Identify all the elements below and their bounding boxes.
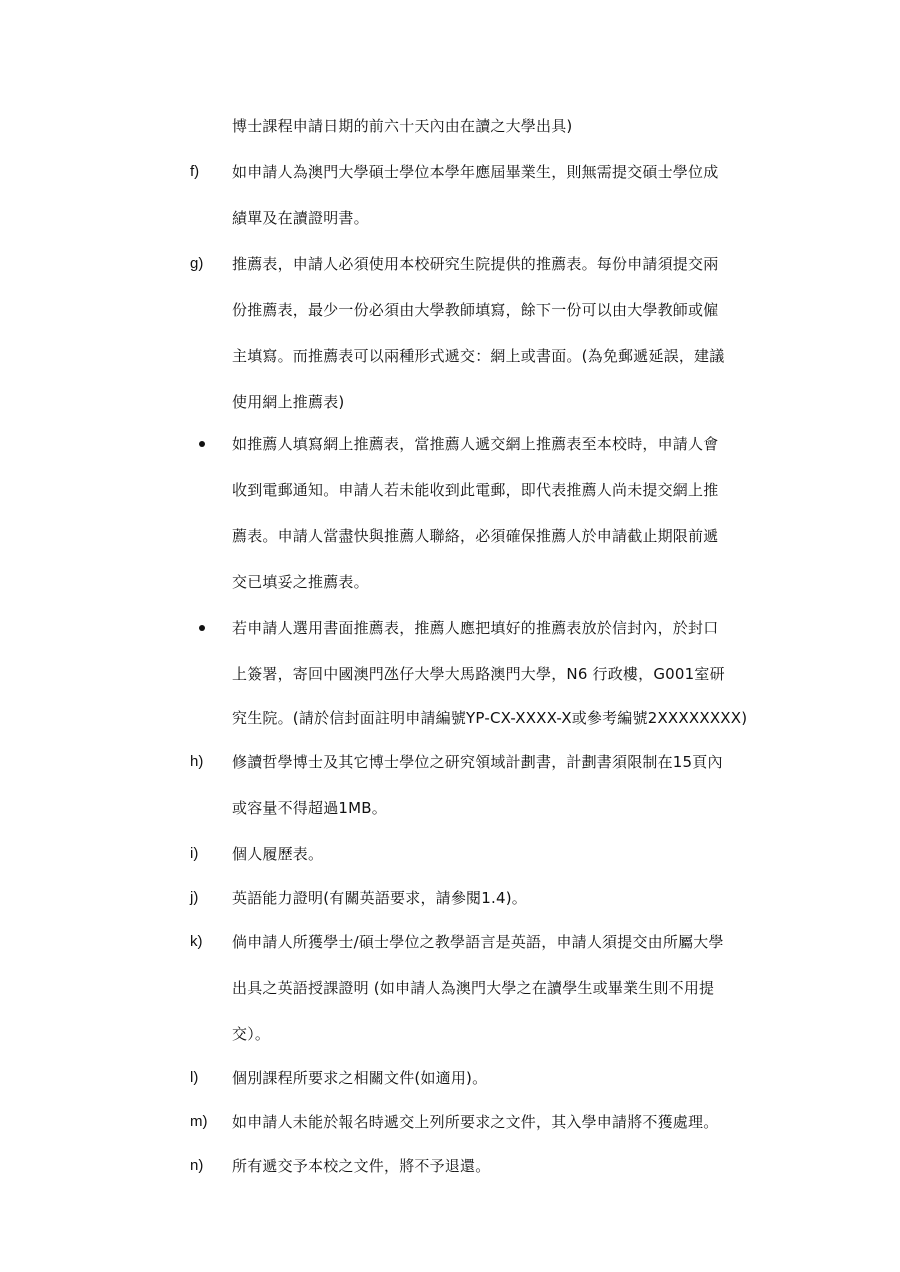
list-item-text-line: 交已填妥之推薦表。 [232,573,369,591]
list-item-text-line: 如申請人為澳門大學碩士學位本學年應屆畢業生，則無需提交碩士學位成 [232,163,719,181]
list-item-marker: j) [190,889,199,906]
list-item-text-line: 或容量不得超過1MB。 [232,799,387,817]
list-item-text-line: 收到電郵通知。申請人若未能收到此電郵，即代表推薦人尚未提交網上推 [232,481,719,499]
list-item-marker: g) [190,255,204,272]
list-item-text-line: 份推薦表，最少一份必須由大學教師填寫，餘下一份可以由大學教師或僱 [232,301,719,319]
list-item-text-line: 所有遞交予本校之文件，將不予退還。 [232,1157,491,1175]
list-item-text-line: 出具之英語授課證明 (如申請人為澳門大學之在讀學生或畢業生則不用提 [232,979,715,997]
list-item-text-line: 薦表。申請人當盡快與推薦人聯絡，必須確保推薦人於申請截止期限前遞 [232,527,719,545]
list-item-marker: m) [190,1113,208,1130]
list-item-text-line: 如推薦人填寫網上推薦表，當推薦人遞交網上推薦表至本校時，申請人會 [232,435,719,453]
list-item-marker: i) [190,845,199,862]
list-item-text-line: 若申請人選用書面推薦表，推薦人應把填好的推薦表放於信封內，於封口 [232,619,719,637]
list-item-text-line: 修讀哲學博士及其它博士學位之研究領域計劃書，計劃書須限制在15頁內 [232,753,723,771]
list-item-text-line: 倘申請人所獲學士/碩士學位之教學語言是英語，申請人須提交由所屬大學 [232,933,724,951]
list-item-text-line: 如申請人未能於報名時遞交上列所要求之文件，其入學申請將不獲處理。 [232,1113,719,1131]
bullet-point [199,441,205,447]
list-item-text-line: 英語能力證明(有關英語要求，請參閱1.4)。 [232,889,527,907]
bullet-point [199,625,205,631]
list-item-text-line: 個人履歷表。 [232,845,324,863]
list-item-text-line: 績單及在讀證明書。 [232,209,369,227]
list-item-text-line: 使用網上推薦表) [232,393,345,411]
list-item-text-line: 上簽署，寄回中國澳門氹仔大學大馬路澳門大學，N6 行政樓，G001室研 [232,665,725,683]
list-item-text-line: 究生院。(請於信封面註明申請編號YP-CX-XXXX-X或參考編號2XXXXXXXX) [232,709,748,727]
list-item-marker: k) [190,933,203,950]
list-item-text-line: 博士課程申請日期的前六十天內由在讀之大學出具) [232,117,573,135]
list-item-text-line: 交）。 [232,1025,271,1043]
list-item-marker: l) [190,1069,199,1086]
list-item-text-line: 推薦表，申請人必須使用本校研究生院提供的推薦表。每份申請須提交兩 [232,255,719,273]
list-item-marker: h) [190,753,204,770]
list-item-text-line: 主填寫。而推薦表可以兩種形式遞交：網上或書面。(為免郵遞延誤，建議 [232,347,725,365]
list-item-marker: n) [190,1157,204,1174]
list-item-text-line: 個別課程所要求之相關文件(如適用)。 [232,1069,488,1087]
list-item-marker: f) [190,163,200,180]
